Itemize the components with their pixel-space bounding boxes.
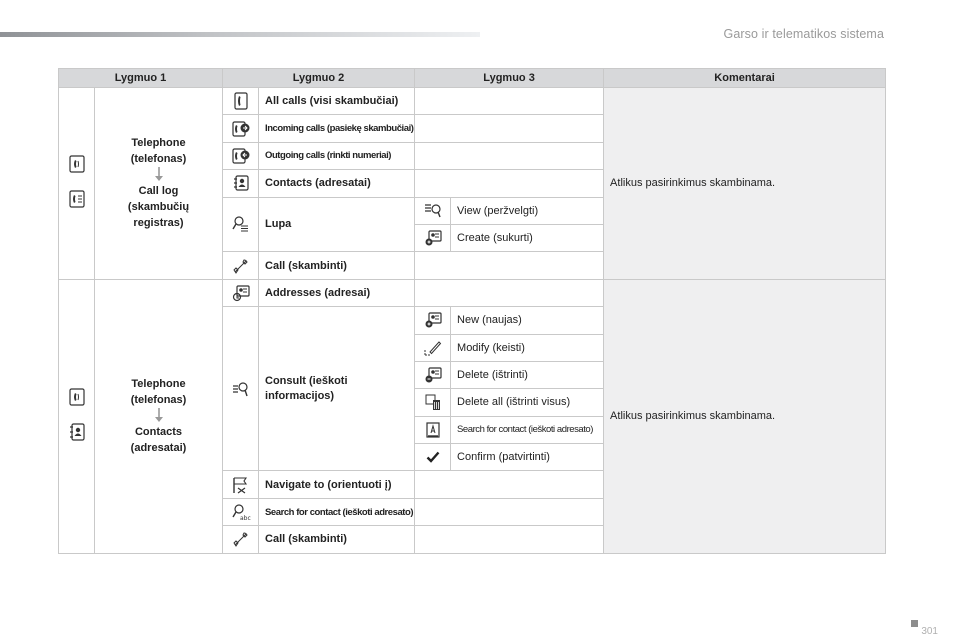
- row-icon-cell: [223, 142, 259, 169]
- empty-cell: [415, 115, 604, 142]
- comment-cell: Atlikus pasirinkimus skambinama.: [604, 88, 886, 280]
- header-gradient-bar: [0, 32, 480, 37]
- menu-item-lupa[interactable]: Lupa: [259, 197, 415, 252]
- row-icon-cell: [223, 88, 259, 115]
- empty-cell: [415, 142, 604, 169]
- call-log-icon: [69, 190, 85, 211]
- menu-table: [58, 68, 886, 554]
- level1-contacts-label: Contacts (adresatai): [130, 426, 187, 455]
- level1-icons: [59, 88, 95, 280]
- menu-item-outgoing-calls[interactable]: Outgoing calls (rinkti numeriai): [259, 142, 415, 169]
- level1-label: [95, 88, 223, 280]
- trash-icon: [424, 396, 442, 408]
- create-contact-icon: [424, 232, 442, 244]
- menu-item-create[interactable]: Create (sukurti): [451, 224, 604, 251]
- table-header-row: [59, 69, 886, 88]
- row-icon-cell: [223, 170, 259, 197]
- call-handset-icon: [233, 533, 249, 545]
- row-icon-cell: [415, 197, 451, 224]
- level1-label: [95, 279, 223, 553]
- column-header: Lygmuo 3: [415, 69, 604, 88]
- row-icon-cell: [223, 197, 259, 252]
- menu-item-call[interactable]: Call (skambinti): [259, 526, 415, 553]
- contacts-book-icon: [69, 423, 85, 444]
- svg-text:abc: abc: [239, 515, 251, 522]
- phone-icon: [69, 388, 85, 409]
- menu-item-consult[interactable]: Consult (ieškoti informacijos): [259, 307, 415, 471]
- contacts-icon: [232, 177, 250, 189]
- empty-cell: [415, 471, 604, 498]
- menu-item-delete-all[interactable]: Delete all (ištrinti visus): [451, 389, 604, 416]
- new-contact-icon: [424, 314, 442, 326]
- all-calls-icon: [234, 95, 248, 107]
- row-icon-cell: [223, 526, 259, 553]
- row-icon-cell: [223, 498, 259, 525]
- menu-item-navigate[interactable]: Navigate to (orientuoti į): [259, 471, 415, 498]
- level1-telephone-label: Telephone (telefonas): [130, 378, 187, 407]
- row-icon-cell: [415, 307, 451, 334]
- checkmark-icon: [426, 451, 440, 463]
- menu-item-new[interactable]: New (naujas): [451, 307, 604, 334]
- row-icon-cell: [223, 279, 259, 306]
- delete-contact-icon: [424, 369, 442, 381]
- menu-item-incoming-calls[interactable]: Incoming calls (pasiekę skambučiai): [259, 115, 415, 142]
- empty-cell: [415, 498, 604, 525]
- addresses-icon: [232, 287, 250, 299]
- empty-cell: [415, 279, 604, 306]
- view-icon: [424, 205, 442, 217]
- menu-item-view[interactable]: View (peržvelgti): [451, 197, 604, 224]
- level1-telephone-label: Telephone (telefonas): [130, 137, 187, 166]
- row-icon-cell: [223, 471, 259, 498]
- menu-item-modify[interactable]: Modify (keisti): [451, 334, 604, 361]
- menu-item-call[interactable]: Call (skambinti): [259, 252, 415, 279]
- menu-item-contacts[interactable]: Contacts (adresatai): [259, 170, 415, 197]
- level1-icons: [59, 279, 95, 553]
- incoming-call-icon: [232, 122, 250, 134]
- row-icon-cell: [415, 334, 451, 361]
- magnifier-icon: [232, 218, 250, 230]
- comment-cell: Atlikus pasirinkimus skambinama.: [604, 279, 886, 553]
- menu-item-delete[interactable]: Delete (ištrinti): [451, 361, 604, 388]
- empty-cell: [415, 88, 604, 115]
- column-header: Komentarai: [604, 69, 886, 88]
- row-icon-cell: [415, 389, 451, 416]
- empty-cell: [415, 170, 604, 197]
- arrow-down-icon: [154, 408, 164, 424]
- pencil-icon: [424, 342, 442, 354]
- outgoing-call-icon: [232, 150, 250, 162]
- table-row: [59, 279, 886, 306]
- column-header: Lygmuo 1: [59, 69, 223, 88]
- section-title: Garso ir telematikos sistema: [723, 27, 884, 41]
- row-icon-cell: [223, 252, 259, 279]
- row-icon-cell: [415, 416, 451, 443]
- consult-search-icon: [232, 383, 250, 395]
- menu-item-addresses[interactable]: Addresses (adresai): [259, 279, 415, 306]
- menu-item-confirm[interactable]: Confirm (patvirtinti): [451, 444, 604, 471]
- empty-cell: [415, 526, 604, 553]
- row-icon-cell: [415, 361, 451, 388]
- call-handset-icon: [233, 259, 249, 271]
- alphabet-search-icon: [425, 424, 441, 436]
- page-number: 301: [921, 626, 938, 637]
- row-icon-cell: [415, 444, 451, 471]
- level1-calllog-label: Call log (skambučių registras): [127, 185, 190, 230]
- menu-item-all-calls[interactable]: All calls (visi skambučiai): [259, 88, 415, 115]
- search-abc-icon: [231, 506, 251, 522]
- row-icon-cell: [223, 115, 259, 142]
- arrow-down-icon: [154, 167, 164, 183]
- phone-icon: [69, 155, 85, 176]
- menu-item-search-contact[interactable]: Search for contact (ieškoti adresato): [451, 416, 604, 443]
- page-marker: [911, 620, 918, 627]
- table-row: [59, 88, 886, 115]
- row-icon-cell: [415, 224, 451, 251]
- column-header: Lygmuo 2: [223, 69, 415, 88]
- navigation-flag-icon: [232, 479, 250, 491]
- empty-cell: [415, 252, 604, 279]
- row-icon-cell: [223, 307, 259, 471]
- menu-item-search-for-contact[interactable]: Search for contact (ieškoti adresato): [259, 498, 415, 525]
